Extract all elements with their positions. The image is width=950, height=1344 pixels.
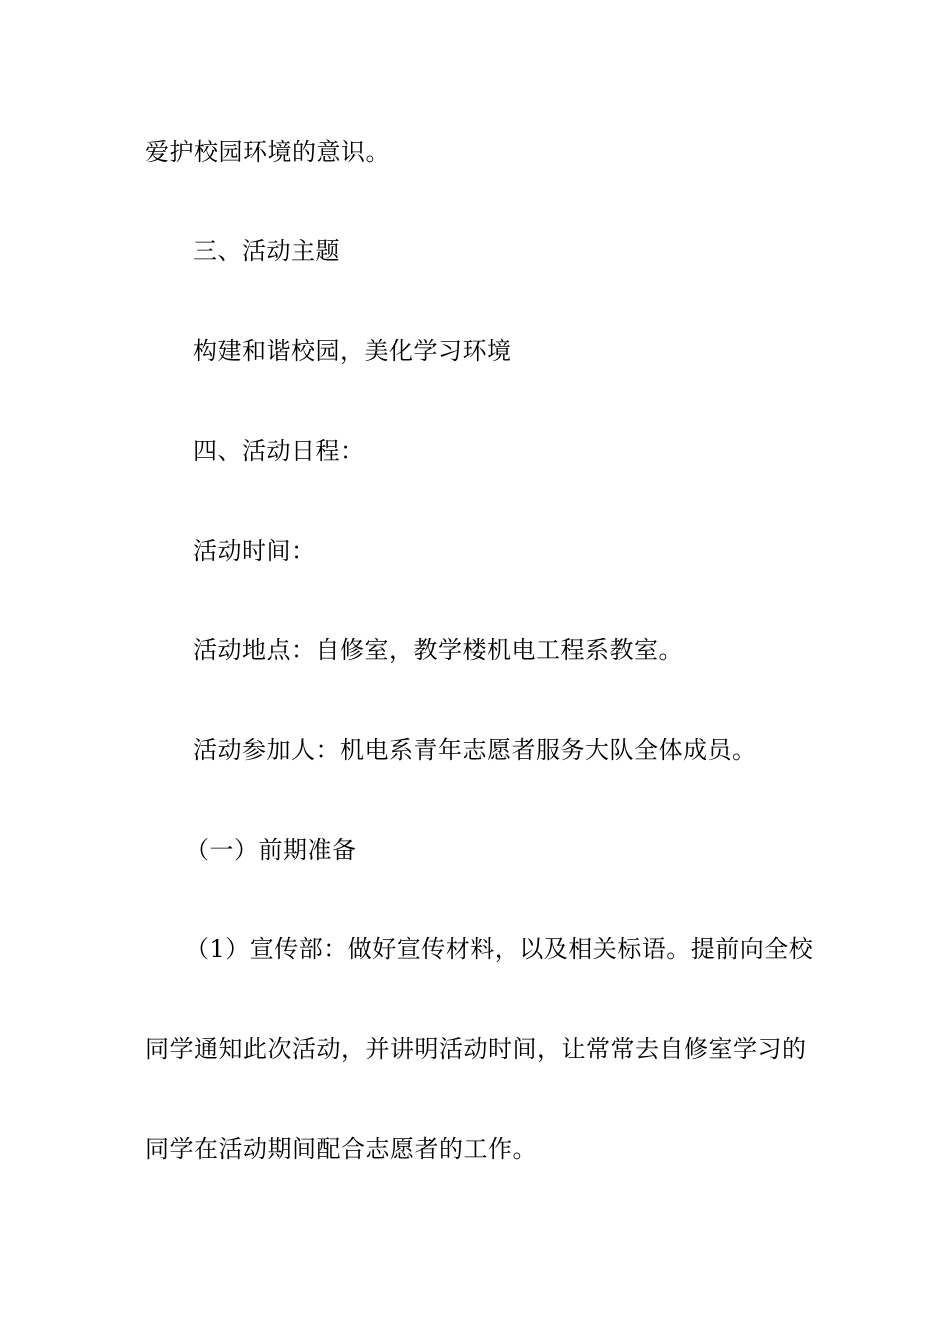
paragraph-line: 活动地点：自修室，教学楼机电工程系教室。 bbox=[193, 636, 683, 664]
section-heading: 四、活动日程： bbox=[193, 437, 365, 465]
paragraph-line: （1）宣传部：做好宣传材料，以及相关标语。提前向全校 bbox=[185, 935, 814, 963]
paragraph-line: 爱护校园环境的意识。 bbox=[145, 138, 390, 166]
paragraph-line: 同学通知此次活动，并讲明活动时间，让常常去自修室学习的 bbox=[145, 1035, 807, 1063]
subsection-heading: （一）前期准备 bbox=[185, 836, 357, 864]
paragraph-line: 活动参加人：机电系青年志愿者服务大队全体成员。 bbox=[193, 736, 757, 764]
section-heading: 三、活动主题 bbox=[193, 237, 340, 265]
paragraph-line: 活动时间： bbox=[193, 537, 316, 565]
paragraph-line: 构建和谐校园，美化学习环境 bbox=[193, 337, 512, 365]
paragraph-line: 同学在活动期间配合志愿者的工作。 bbox=[145, 1135, 537, 1163]
